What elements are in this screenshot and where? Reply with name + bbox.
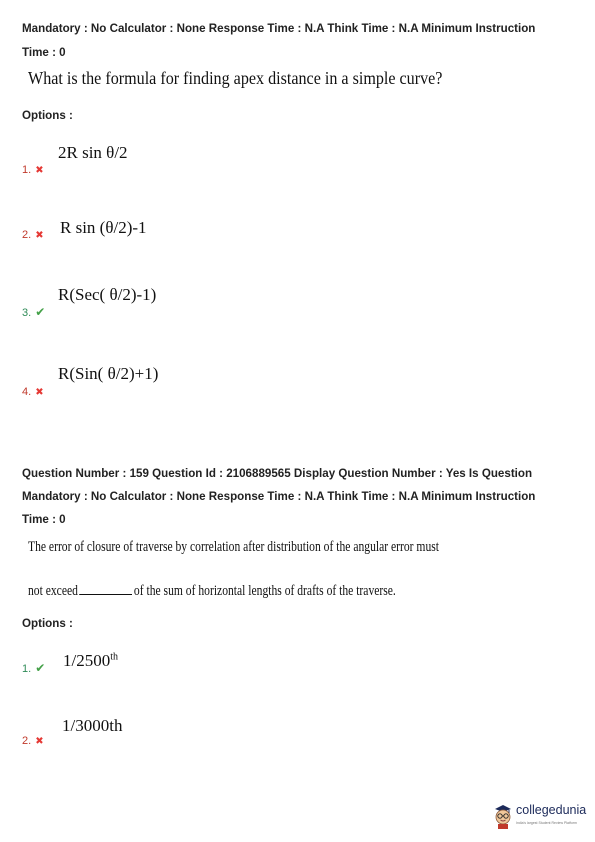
brand-tagline: India's largest Student Review Platform xyxy=(516,821,577,825)
q1-option-4-text: R(Sin( θ/2)+1) xyxy=(58,364,159,383)
q2-text-part-a: not exceed xyxy=(28,583,78,599)
answer-blank xyxy=(80,594,133,595)
q1-option-3-text: R(Sec( θ/2)-1) xyxy=(58,285,157,304)
q1-question-text: What is the formula for finding apex distance in a simple curve? xyxy=(28,68,443,88)
option-number: 3. xyxy=(22,307,32,319)
q1-meta-line-2: Time : 0 xyxy=(22,46,66,59)
q2-option-1 xyxy=(22,661,45,675)
q1-option-1-text: 2R sin θ/2 xyxy=(58,143,128,162)
q1-option-2-text: R sin (θ/2)-1 xyxy=(60,218,147,237)
q2-option-2-text: 1/3000th xyxy=(62,716,123,735)
q2-text-part-b: of the sum of horizontal lengths of drafts of the traverse. xyxy=(133,583,396,599)
cross-icon: ✖ xyxy=(35,230,44,241)
q2-question-line-1: The error of closure of traverse by correlation after distribution of the angular error must xyxy=(28,539,439,555)
q2-options-label: Options : xyxy=(22,617,73,630)
check-icon: ✔ xyxy=(35,661,46,675)
cross-icon: ✖ xyxy=(35,387,44,398)
q2-question-line-2 xyxy=(28,583,396,600)
q1-options-label: Options : xyxy=(22,109,73,122)
q2-meta-line-3: Time : 0 xyxy=(22,513,66,526)
q2-option-1-text xyxy=(63,651,118,671)
q1-option-4 xyxy=(22,386,44,398)
q2-meta-line-1: Question Number : 159 Question Id : 2106889565 Display Question Number : Yes Is Question xyxy=(22,467,533,480)
option-number: 2. xyxy=(22,735,32,747)
q2-option-1-superscript: th xyxy=(110,651,119,663)
q1-option-2 xyxy=(22,229,44,241)
cross-icon: ✖ xyxy=(35,165,44,176)
collegedunia-logo xyxy=(492,800,587,834)
student-mascot-icon xyxy=(492,802,514,830)
option-number: 4. xyxy=(22,386,32,398)
q1-option-3 xyxy=(22,305,45,319)
q2-meta-line-2: Mandatory : No Calculator : None Response Time : N.A Think Time : N.A Minimum Instruction xyxy=(22,490,536,503)
cross-icon: ✖ xyxy=(35,736,44,747)
brand-name: collegedunia xyxy=(516,803,587,817)
q1-option-1 xyxy=(22,164,44,176)
q2-option-2 xyxy=(22,735,44,747)
check-icon: ✔ xyxy=(35,305,46,319)
q1-meta-line-1: Mandatory : No Calculator : None Response Time : N.A Think Time : N.A Minimum Instruction xyxy=(22,22,536,35)
option-number: 2. xyxy=(22,229,32,241)
option-number: 1. xyxy=(22,164,32,176)
option-number: 1. xyxy=(22,663,32,675)
q2-option-1-value: 1/2500 xyxy=(63,651,111,670)
